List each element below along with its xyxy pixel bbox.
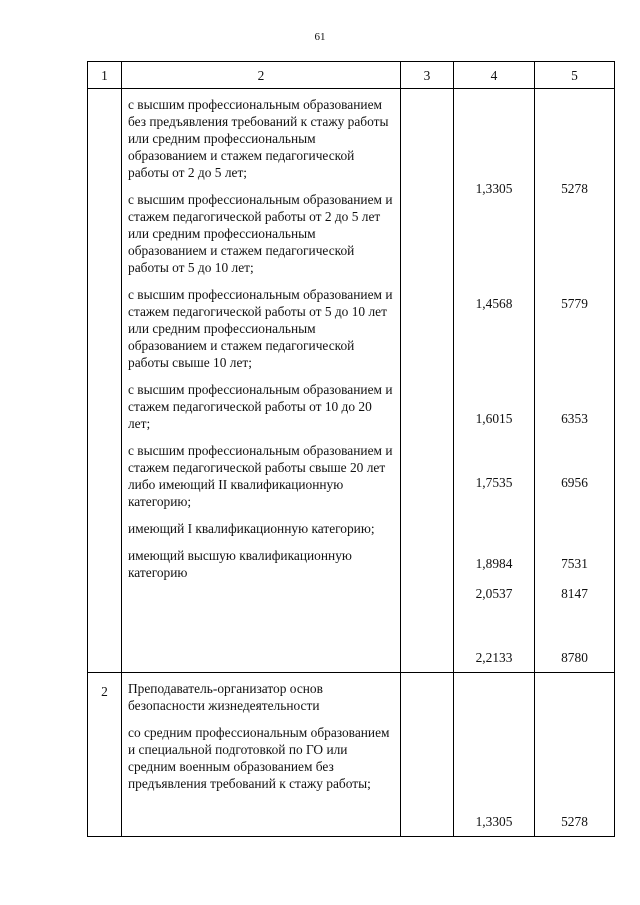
row-number: [88, 89, 122, 673]
salary-value: 5278: [561, 814, 588, 829]
col-3-cell: [401, 89, 454, 673]
salary-table: [87, 61, 615, 837]
coefficient-value: 2,2133: [475, 650, 513, 665]
salary-value: 5278: [561, 181, 588, 196]
coefficient-cell: [454, 673, 535, 837]
list-item: со средним профессиональным образованием и специальной подготовкой по ГО или средним военным образованием без предъявления требований к стажу работы;: [128, 725, 390, 791]
header-col-5: 5: [535, 62, 615, 89]
coefficient-value: 1,7535: [475, 475, 513, 490]
row-description: [122, 89, 401, 673]
coefficient-value: 1,3305: [475, 814, 513, 829]
header-col-2: 2: [122, 62, 401, 89]
list-item: с высшим профессиональным образованием и стажем педагогической работы от 5 до 10 лет или средним профессиональным образованием и стажем педагогической работы свыше 10 лет;: [128, 287, 393, 370]
salary-value: 5779: [561, 296, 588, 311]
salary-value: 6353: [561, 411, 588, 426]
list-item: с высшим профессиональным образованием и стажем педагогической работы от 10 до 20 лет;: [128, 382, 393, 431]
coefficient-cell: [454, 89, 535, 673]
salary-value: 8147: [561, 586, 588, 601]
position-title: Преподаватель-организатор основ безопасности жизнедеятельности: [128, 681, 323, 713]
coefficient-value: 1,8984: [475, 556, 513, 571]
row-description: [122, 673, 401, 837]
salary-value: 6956: [561, 475, 588, 490]
coefficient-value: 1,3305: [475, 181, 513, 196]
table-row: [88, 89, 615, 673]
header-col-3: 3: [401, 62, 454, 89]
header-col-1: 1: [88, 62, 122, 89]
col-3-cell: [401, 673, 454, 837]
coefficient-value: 1,4568: [475, 296, 513, 311]
list-item: имеющий высшую квалификационную категорию: [128, 548, 352, 580]
list-item: имеющий I квалификационную категорию;: [128, 521, 375, 536]
coefficient-value: 2,0537: [475, 586, 513, 601]
table-header-row: [88, 62, 615, 89]
list-item: с высшим профессиональным образованием и стажем педагогической работы от 2 до 5 лет или средним профессиональным образованием и стажем педагогической работы от 5 до 10 лет;: [128, 192, 393, 275]
list-item: с высшим профессиональным образованием и стажем педагогической работы свыше 20 лет либо имеющий II квалификационную категорию;: [128, 443, 393, 509]
salary-value: 8780: [561, 650, 588, 665]
header-col-4: 4: [454, 62, 535, 89]
coefficient-value: 1,6015: [475, 411, 513, 426]
row-number: 2: [88, 673, 122, 837]
list-item: с высшим профессиональным образованием без предъявления требований к стажу работы или средним профессиональным образованием и стажем педагогической работы от 2 до 5 лет;: [128, 97, 389, 180]
salary-value: 7531: [561, 556, 588, 571]
page-number: 61: [314, 31, 326, 43]
salary-cell: [535, 673, 615, 837]
salary-cell: [535, 89, 615, 673]
table-row: [88, 673, 615, 837]
